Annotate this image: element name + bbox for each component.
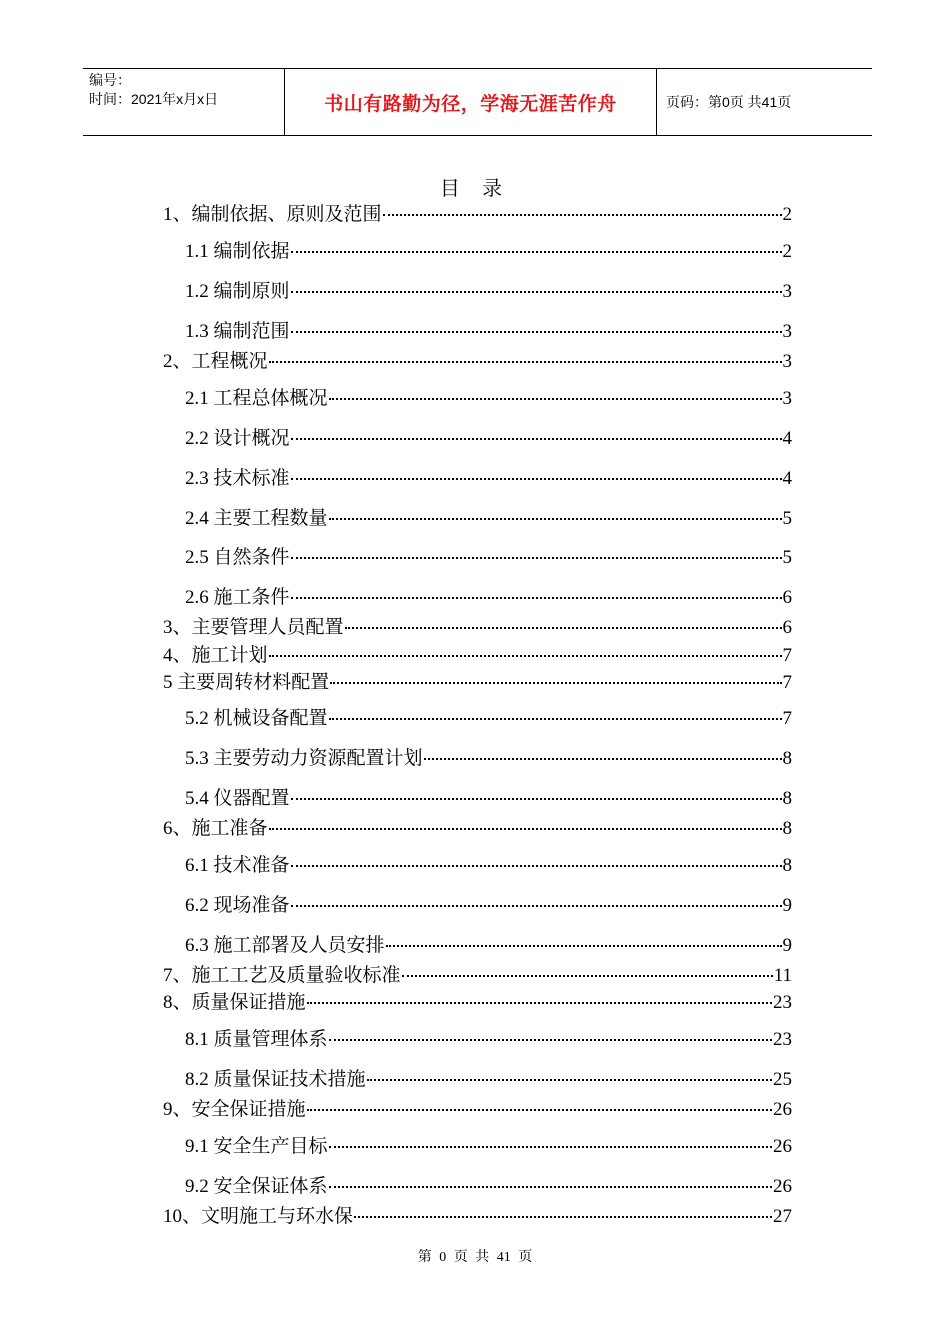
toc-entry-title: 1.2 编制原则	[185, 281, 290, 302]
toc-leader	[291, 797, 782, 800]
toc-leader	[386, 944, 782, 947]
toc-entry-title: 1.3 编制范围	[185, 321, 290, 342]
toc-entry-page: 23	[773, 1029, 792, 1050]
toc-entry[interactable]	[163, 990, 792, 1016]
toc-entry-title: 8、质量保证措施	[163, 992, 306, 1013]
document-number-label: 编号：	[89, 72, 131, 88]
toc-entry[interactable]	[185, 933, 792, 959]
toc-entry-title: 6.3 施工部署及人员安排	[185, 935, 385, 956]
toc-entry-page: 5	[782, 547, 792, 568]
toc-entry-page: 7	[782, 645, 792, 666]
toc-entry-page: 6	[782, 617, 792, 638]
toc-entry[interactable]	[163, 670, 792, 696]
toc-entry-page: 26	[773, 1136, 792, 1157]
toc-entry[interactable]	[163, 1097, 792, 1123]
toc-entry-title: 6、施工准备	[163, 818, 268, 839]
toc-entry[interactable]	[185, 279, 792, 305]
toc-entry[interactable]	[163, 963, 792, 989]
toc-entry-title: 1、编制依据、原则及范围	[163, 204, 382, 225]
toc-leader	[291, 250, 782, 253]
toc-leader	[402, 974, 773, 977]
toc-leader	[307, 1108, 772, 1111]
toc-entry[interactable]	[185, 706, 792, 732]
toc-leader	[291, 290, 782, 293]
toc-leader	[291, 477, 782, 480]
toc-entry-title: 7、施工工艺及质量验收标准	[163, 965, 401, 986]
toc-leader	[330, 681, 781, 684]
header-motto: 书山有路勤为径，学海无涯苦作舟	[285, 69, 657, 135]
toc-entry[interactable]	[185, 239, 792, 265]
toc-entry-title: 2.2 设计概况	[185, 428, 290, 449]
toc-entry[interactable]	[163, 202, 792, 228]
toc-entry[interactable]	[163, 643, 792, 669]
toc-entry[interactable]	[185, 585, 792, 611]
toc-title: 目 录	[439, 176, 511, 200]
toc-leader	[354, 1215, 772, 1218]
toc-entry-title: 2、工程概况	[163, 351, 268, 372]
document-date: 时间：2021年x月x日	[89, 91, 219, 107]
toc-entry-page: 8	[782, 818, 792, 839]
toc-entry-page: 3	[782, 281, 792, 302]
toc-entry-title: 8.2 质量保证技术措施	[185, 1069, 366, 1090]
toc-entry-page: 7	[782, 672, 792, 693]
toc-leader	[291, 864, 782, 867]
toc-entry-page: 4	[782, 428, 792, 449]
toc-entry-title: 2.3 技术标准	[185, 468, 290, 489]
toc-entry[interactable]	[185, 506, 792, 532]
toc-leader	[367, 1078, 772, 1081]
toc-entry-title: 9.1 安全生产目标	[185, 1136, 328, 1157]
toc-entry-title: 6.2 现场准备	[185, 895, 290, 916]
toc-entry[interactable]	[185, 1067, 792, 1093]
toc-leader	[329, 1038, 772, 1041]
toc-entry-page: 23	[773, 992, 792, 1013]
toc-entry-page: 3	[782, 351, 792, 372]
toc-entry-title: 5.3 主要劳动力资源配置计划	[185, 748, 423, 769]
toc-entry-title: 2.6 施工条件	[185, 587, 290, 608]
toc-leader	[329, 397, 782, 400]
toc-entry-title: 5 主要周转材料配置	[163, 672, 330, 693]
toc-entry[interactable]	[185, 1174, 792, 1200]
toc-entry[interactable]	[163, 349, 792, 375]
toc-entry-page: 26	[773, 1099, 792, 1120]
toc-leader	[329, 1145, 772, 1148]
toc-entry-title: 10、文明施工与环水保	[163, 1206, 354, 1227]
toc-leader	[269, 360, 782, 363]
toc-entry-page: 8	[782, 748, 792, 769]
toc-entry-page: 2	[782, 241, 792, 262]
toc-entry-page: 4	[782, 468, 792, 489]
toc-entry[interactable]	[163, 615, 792, 641]
toc-leader	[345, 626, 782, 629]
toc-leader	[329, 717, 782, 720]
toc-entry[interactable]	[185, 746, 792, 772]
toc-leader	[329, 517, 782, 520]
toc-entry-page: 9	[782, 895, 792, 916]
toc-leader	[291, 904, 782, 907]
toc-entry[interactable]	[185, 386, 792, 412]
toc-entry-page: 11	[773, 965, 792, 986]
toc-entry-title: 4、施工计划	[163, 645, 268, 666]
toc-leader	[291, 437, 782, 440]
toc-entry-title: 6.1 技术准备	[185, 855, 290, 876]
toc-leader	[291, 556, 782, 559]
toc-entry-page: 5	[782, 508, 792, 529]
toc-leader	[291, 596, 782, 599]
toc-leader	[269, 827, 782, 830]
toc-entry-page: 8	[782, 788, 792, 809]
toc-entry-page: 27	[773, 1206, 792, 1227]
toc-entry[interactable]	[185, 545, 792, 571]
toc-entry-title: 2.4 主要工程数量	[185, 508, 328, 529]
toc-entry-title: 9.2 安全保证体系	[185, 1176, 328, 1197]
toc-entry[interactable]	[185, 426, 792, 452]
toc-leader	[307, 1001, 772, 1004]
toc-entry[interactable]	[185, 1027, 792, 1053]
toc-entry-page: 3	[782, 388, 792, 409]
toc-entry-page: 26	[773, 1176, 792, 1197]
toc-entry-title: 9、安全保证措施	[163, 1099, 306, 1120]
toc-entry-page: 6	[782, 587, 792, 608]
toc-entry-title: 2.5 自然条件	[185, 547, 290, 568]
toc-entry[interactable]	[185, 853, 792, 879]
toc-leader	[269, 654, 782, 657]
toc-entry-page: 8	[782, 855, 792, 876]
toc-entry-title: 1.1 编制依据	[185, 241, 290, 262]
toc-entry-page: 2	[782, 204, 792, 225]
toc-entry-title: 5.2 机械设备配置	[185, 708, 328, 729]
toc-entry-title: 3、主要管理人员配置	[163, 617, 344, 638]
toc-entry-page: 9	[782, 935, 792, 956]
toc-entry[interactable]	[185, 893, 792, 919]
toc-entry[interactable]	[185, 1134, 792, 1160]
toc-leader	[329, 1185, 772, 1188]
toc-entry-page: 25	[773, 1069, 792, 1090]
toc-entry-title: 5.4 仪器配置	[185, 788, 290, 809]
toc-entry-title: 2.1 工程总体概况	[185, 388, 328, 409]
toc-entry-title: 8.1 质量管理体系	[185, 1029, 328, 1050]
toc-leader	[291, 330, 782, 333]
toc-entry[interactable]	[185, 466, 792, 492]
toc-leader	[424, 757, 782, 760]
toc-entry[interactable]	[185, 786, 792, 812]
toc-leader	[383, 213, 782, 216]
toc-entry-page: 3	[782, 321, 792, 342]
page-footer: 第 0 页 共 41 页	[417, 1250, 533, 1265]
toc-entry[interactable]	[163, 1204, 792, 1230]
header-page-info: 页码：第0页 共41页	[666, 94, 792, 110]
toc-entry[interactable]	[163, 816, 792, 842]
toc-entry[interactable]	[185, 319, 792, 345]
toc-entry-page: 7	[782, 708, 792, 729]
